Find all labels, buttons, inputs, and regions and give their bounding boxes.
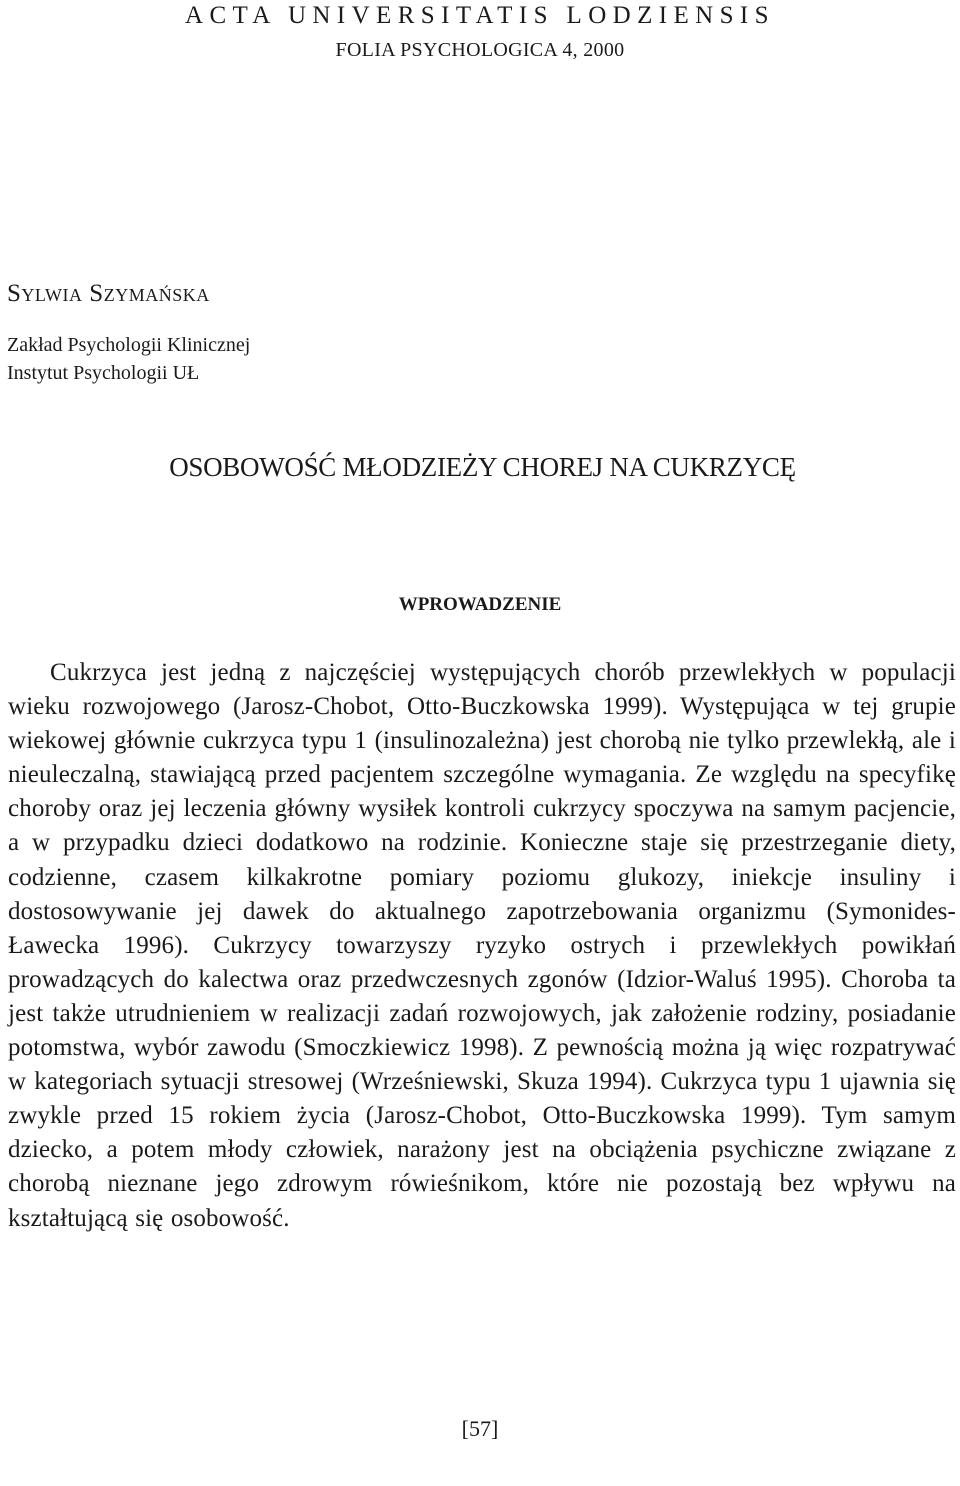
journal-series: FOLIA PSYCHOLOGICA 4, 2000 — [335, 39, 625, 61]
author-affiliation-department: Zakład Psychologii Klinicznej — [7, 334, 251, 356]
section-heading: WPROWADZENIE — [398, 594, 562, 615]
author-name: Sylwia Szymańska — [7, 280, 210, 307]
page-number: [57] — [461, 1416, 499, 1441]
body-paragraph: Cukrzyca jest jedną z najczęściej występujących chorób przewlekłych w populacji wieku rozwojowego (Jarosz-Chobot, Otto-Buczkowska 1999). Występująca w tej grupie wiekowej głównie cukrzyca typu 1 (insulinozależna) jest chorobą nie tylko przewlekłą, ale i nieuleczalną, stawiającą przed pacjentem szczególne wymagania. Ze względu na specyfikę choroby oraz jej leczenia główny wysiłek kontroli cukrzycy spoczywa na samym pacjencie, a w przypadku dzieci dodatkowo na rodzinie. Konieczne staje się przestrzeganie diety, codzienne, czasem kilkakrotne pomiary poziomu glukozy, iniekcje insuliny i dostosowywanie jej dawek do aktualnego zapotrzebowania organizmu (Symonides-Ławecka 1996). Cukrzycy towarzyszy ryzyko ostrych i przewlekłych powikłań prowadzących do kalectwa oraz przedwczesnych zgonów (Idzior-Waluś 1995). Choroba ta jest także utrudnieniem w realizacji zadań rozwojowych, jak założenie rodziny, posiadanie potomstwa, wybór zawodu (Smoczkiewicz 1998). Z pewnością można ją więc rozpatrywać w kategoriach sytuacji stresowej (Wrześniewski, Skuza 1994). Cukrzyca typu 1 ujawnia się zwykle przed 15 rokiem życia (Jarosz-Chobot, Otto-Buczkowska 1999). Tym samym dziecko, a potem młody człowiek, narażony jest na obciążenia psychiczne związane z chorobą nieznane jego zdrowym rówieśnikom, które nie pozostają bez wpływu na kształtującą się osobowość. — [8, 659, 956, 1232]
article-title: OSOBOWOŚĆ MŁODZIEŻY CHOREJ NA CUKRZYCĘ — [169, 452, 796, 482]
author-affiliation-institute: Instytut Psychologii UŁ — [7, 362, 200, 384]
journal-name: ACTA UNIVERSITATIS LODZIENSIS — [185, 2, 775, 29]
